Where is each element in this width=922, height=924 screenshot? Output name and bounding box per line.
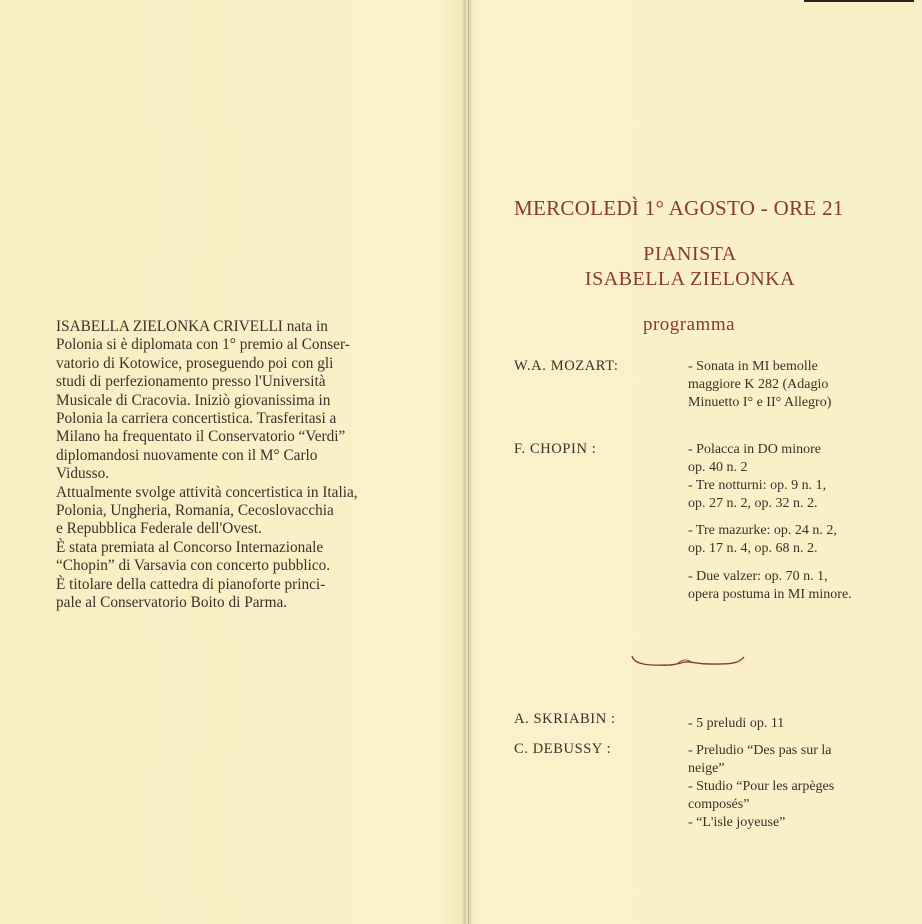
work-line: op. 17 n. 4, op. 68 n. 2. (688, 541, 818, 556)
composer-debussy: C. DEBUSSY : (514, 741, 612, 757)
work-line: - “L'isle joyeuse” (688, 815, 786, 830)
bio-line: Polonia la carriera concertistica. Trasferitasi a (56, 410, 337, 428)
bio-line: studi di perfezionamento presso l'Università (56, 373, 326, 391)
bio-line: e Repubblica Federale dell'Ovest. (56, 520, 262, 538)
work-line: - Sonata in MI bemolle (688, 359, 818, 374)
work-line: - 5 preludi op. 11 (688, 716, 785, 731)
work-line: neige” (688, 761, 725, 776)
work-line: - Tre mazurke: op. 24 n. 2, (688, 523, 837, 538)
bio-line: “Chopin” di Varsavia con concerto pubblico. (56, 557, 331, 575)
bio-line: Attualmente svolge attività concertistica in Italia, (56, 483, 358, 501)
works-skriabin (688, 715, 910, 733)
work-line: composés” (688, 797, 750, 812)
ornament-divider (630, 652, 746, 670)
bio-line: È stata premiata al Concorso Internazionale (56, 538, 324, 556)
performer-name: ISABELLA ZIELONKA (584, 268, 796, 290)
composer-skriabin: A. SKRIABIN : (514, 711, 616, 727)
work-line: - Polacca in DO minore (688, 442, 821, 457)
works-debussy (688, 742, 910, 832)
work-line: opera postuma in MI minore. (688, 587, 852, 602)
concert-date: MERCOLEDÌ 1° AGOSTO - ORE 21 (514, 196, 844, 220)
work-line: Minuetto I° e II° Allegro) (688, 395, 832, 410)
programma-heading: programma (642, 314, 736, 335)
work-line: - Due valzer: op. 70 n. 1, (688, 569, 828, 584)
bio-line: Polonia, Ungheria, Romania, Cecoslovacchia (56, 502, 334, 520)
bio-line: vatorio di Kotowice, proseguendo poi con gli (56, 354, 334, 372)
work-line: - Tre notturni: op. 9 n. 1, (688, 478, 827, 493)
work-line: op. 40 n. 2 (688, 460, 748, 475)
work-line: maggiore K 282 (Adagio (688, 377, 829, 392)
performer-role: PIANISTA (643, 243, 737, 265)
work-line: op. 27 n. 2, op. 32 n. 2. (688, 496, 818, 511)
top-edge-mark (804, 0, 914, 2)
work-line: - Studio “Pour les arpèges (688, 779, 835, 794)
page-fold (462, 0, 472, 924)
works-chopin (688, 441, 910, 604)
bio-line: Milano ha frequentato il Conservatorio “Verdi” (56, 428, 346, 446)
bio-line: Musicale di Cracovia. Iniziò giovanissima in (56, 391, 331, 409)
bio-line: Vidusso. (56, 465, 110, 483)
work-line: - Preludio “Des pas sur la (688, 743, 832, 758)
bio-line: diplomandosi nuovamente con il M° Carlo (56, 446, 318, 464)
works-mozart (688, 358, 910, 412)
composer-chopin: F. CHOPIN : (514, 441, 597, 457)
bio-line: Polonia si è diplomata con 1° premio al Conser- (56, 336, 350, 354)
bio-line: pale al Conservatorio Boito di Parma. (56, 594, 288, 612)
bio-line: È titolare della cattedra di pianoforte princi- (56, 575, 326, 593)
composer-mozart: W.A. MOZART: (514, 358, 619, 374)
fold-line (468, 0, 469, 924)
bio-line: ISABELLA ZIELONKA CRIVELLI nata in (56, 318, 328, 335)
biography (56, 318, 404, 613)
